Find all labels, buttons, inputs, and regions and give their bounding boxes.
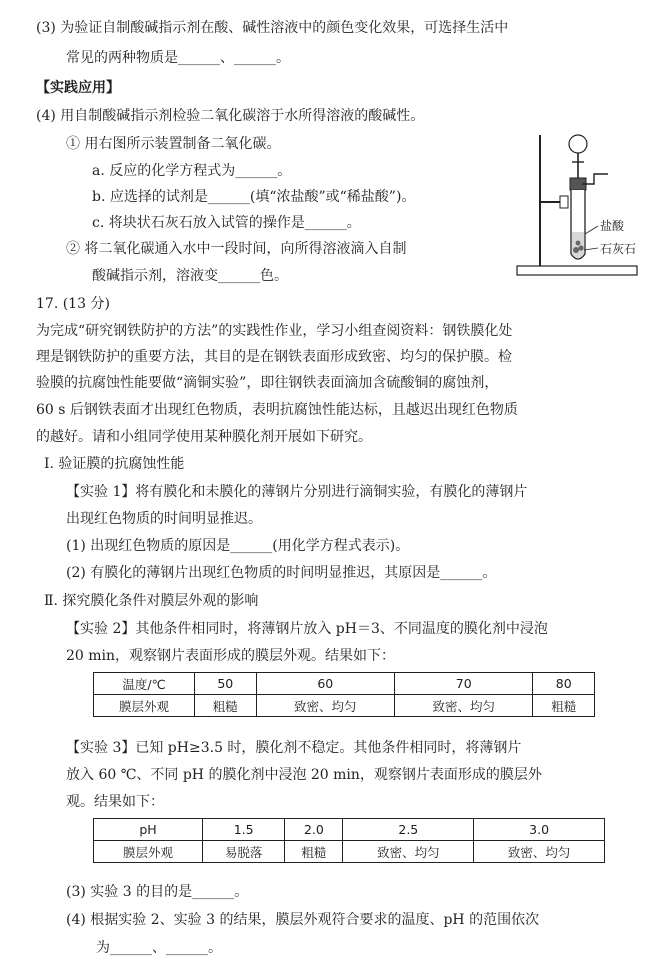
item-a-line: a. 反应的化学方程式为______。	[92, 163, 292, 179]
experiment-3-line-2: 放入 60 ℃、不同 pH 的膜化剂中浸泡 20 min，观察钢片表面形成的膜层外	[66, 767, 542, 783]
table-cell: 致密、均匀	[256, 695, 394, 717]
table-cell: 粗糙	[195, 695, 257, 717]
intro-paragraph-line-4: 60 s 后钢铁表面才出现红色物质，表明抗腐蚀性能达标，且越迟出现红色物质	[36, 402, 518, 418]
table-cell: 膜层外观	[94, 841, 203, 863]
table-row	[94, 819, 605, 841]
item-b-line: b. 应选择的试剂是______(填“浓盐酸”或“稀盐酸”)。	[92, 189, 416, 205]
experiment-2-line-2: 20 min，观察钢片表面形成的膜层外观。结果如下：	[66, 648, 396, 664]
intro-paragraph-line-1: 为完成“研究钢铁防护的方法”的实践性作业，学习小组查阅资料：钢铁膜化处	[36, 323, 513, 339]
intro-paragraph-line-5: 的越好。请和小组同学使用某种膜化剂开展如下研究。	[36, 429, 372, 445]
question-3-line-1: (3) 为验证自制酸碱指示剂在酸、碱性溶液中的颜色变化效果，可选择生活中	[36, 20, 509, 36]
subquestion-4-line-2: 为______、______。	[96, 940, 222, 956]
experiment-3-line-3: 观。结果如下：	[66, 794, 164, 810]
experiment-2-table	[93, 672, 595, 717]
subquestion-3-line: (3) 实验 3 的目的是______。	[66, 884, 249, 900]
table-cell: 致密、均匀	[474, 841, 605, 863]
table-row	[94, 841, 605, 863]
step-2-line-1: ② 将二氧化碳通入水中一段时间，向所得溶液滴入自制	[66, 241, 407, 257]
intro-paragraph-line-3: 验膜的抗腐蚀性能要做“滴铜实验”，即往钢铁表面滴加含硫酸铜的腐蚀剂，	[36, 375, 499, 391]
table-header-cell: 2.0	[285, 819, 343, 841]
table-header-cell: 60	[256, 673, 394, 695]
section-1-heading: Ⅰ. 验证膜的抗腐蚀性能	[44, 456, 185, 472]
experiment-1-line-1: 【实验 1】将有膜化和未膜化的薄钢片分别进行滴铜实验，有膜化的薄钢片	[66, 484, 528, 500]
item-c-line: c. 将块状石灰石放入试管的操作是______。	[92, 215, 361, 231]
table-cell: 致密、均匀	[343, 841, 474, 863]
co2-apparatus-diagram	[512, 130, 647, 280]
table-header-cell: 温度/℃	[94, 673, 195, 695]
subquestion-4-line-1: (4) 根据实验 2、实验 3 的结果，膜层外观符合要求的温度、pH 的范围依次	[66, 912, 540, 928]
subquestion-1-line: (1) 出现红色物质的原因是______(用化学方程式表示)。	[66, 538, 410, 554]
table-header-cell: 50	[195, 673, 257, 695]
table-cell: 粗糙	[285, 841, 343, 863]
table-header-cell: 80	[533, 673, 595, 695]
experiment-3-table	[93, 818, 605, 863]
table-cell: 易脱落	[203, 841, 285, 863]
question-17-heading: 17. (13 分)	[36, 296, 110, 312]
intro-paragraph-line-2: 理是钢铁防护的重要方法，其目的是在钢铁表面形成致密、均匀的保护膜。检	[36, 349, 512, 365]
table-header-cell: 70	[394, 673, 532, 695]
experiment-3-line-1: 【实验 3】已知 pH≥3.5 时，膜化剂不稳定。其他条件相同时，将薄钢片	[66, 740, 522, 756]
table-header-cell: pH	[94, 819, 203, 841]
step-2-line-2: 酸碱指示剂，溶液变______色。	[92, 268, 288, 284]
experiment-2-line-1: 【实验 2】其他条件相同时，将薄钢片放入 pH＝3、不同温度的膜化剂中浸泡	[66, 621, 548, 637]
table-row	[94, 695, 595, 717]
step-1-line: ① 用右图所示装置制备二氧化碳。	[66, 136, 281, 152]
subquestion-2-line: (2) 有膜化的薄钢片出现红色物质的时间明显推迟，其原因是______。	[66, 565, 497, 581]
experiment-1-line-2: 出现红色物质的时间明显推迟。	[66, 511, 262, 527]
table-header-cell: 2.5	[343, 819, 474, 841]
table-cell: 粗糙	[533, 695, 595, 717]
table-cell: 膜层外观	[94, 695, 195, 717]
table-cell: 致密、均匀	[394, 695, 532, 717]
apparatus-drawing	[512, 130, 647, 280]
table-row	[94, 673, 595, 695]
question-3-line-2: 常见的两种物质是______、______。	[66, 50, 290, 66]
hydrochloric-acid-label: 盐酸	[600, 219, 625, 233]
table-header-cell: 3.0	[474, 819, 605, 841]
table-header-cell: 1.5	[203, 819, 285, 841]
limestone-label: 石灰石	[600, 242, 637, 256]
section-2-heading: Ⅱ. 探究膜化条件对膜层外观的影响	[44, 593, 259, 609]
question-4-line: (4) 用自制酸碱指示剂检验二氧化碳溶于水所得溶液的酸碱性。	[36, 108, 425, 124]
section-practice-heading: 【实践应用】	[36, 80, 120, 96]
